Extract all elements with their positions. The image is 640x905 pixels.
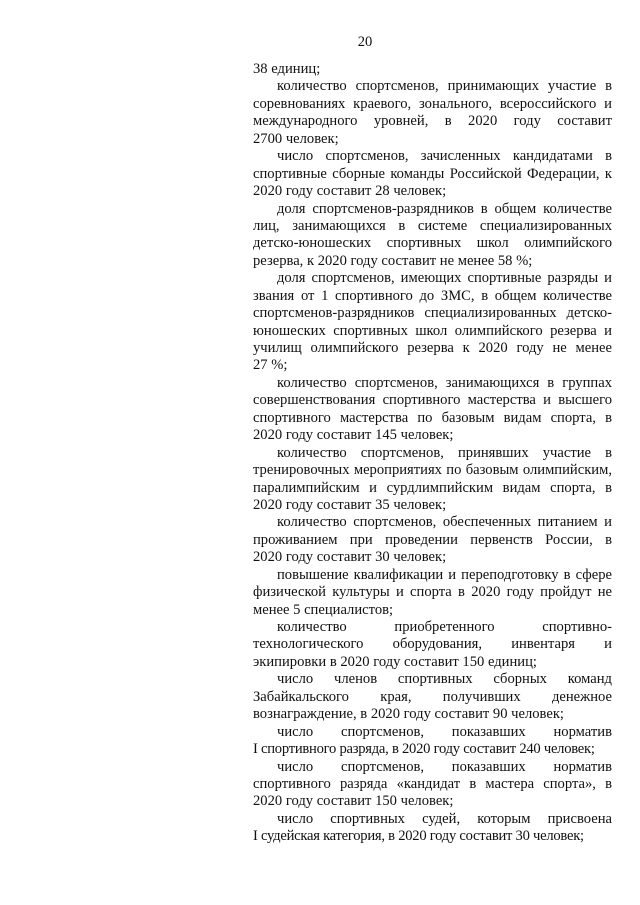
paragraph [253, 148, 612, 200]
text-line: спортивные сборные команды Российской Федерации, к [253, 165, 612, 182]
text-line: число спортсменов, зачисленных кандидатами в [277, 148, 612, 165]
paragraph [253, 724, 612, 759]
text-line: лиц, занимающихся в системе специализированных [253, 217, 612, 234]
paragraph [253, 671, 612, 723]
text-line: международного уровней, в 2020 году составит [253, 113, 612, 130]
paragraph [253, 201, 612, 271]
text-line: количество приобретенного спортивно- [277, 619, 612, 635]
paragraph [253, 811, 612, 846]
text-line: 2020 году составит 28 человек; [253, 183, 447, 200]
text-line: совершенствования спортивного мастерства и высшего [253, 392, 612, 409]
text-line: юношеских спортивных школ олимпийского резерва и [253, 322, 612, 339]
text-line: тренировочных мероприятиях по базовым олимпийским, [253, 462, 612, 479]
text-line: звания от 1 спортивного до ЗМС, в общем количестве [253, 287, 612, 304]
text-line: училищ олимпийского резерва к 2020 году не менее [253, 340, 612, 356]
text-line: спортивного разряда «кандидат в мастера спорта», в [253, 775, 612, 792]
text-line: спортивного мастерства по базовым видам спорта, в [253, 409, 612, 426]
text-line: резерва, к 2020 году составит не менее 58 %; [253, 252, 533, 269]
text-line: количество спортсменов, принимающих участие в [277, 78, 612, 95]
text-line: паралимпийским и сурдлимпийским видам спорта, в [253, 479, 612, 496]
text-line: доля спортсменов, имеющих спортивные разряды и [277, 270, 612, 287]
text-line: 2700 человек; [253, 130, 339, 147]
paragraph [253, 619, 612, 671]
text-line: число спортсменов, показавших норматив [277, 723, 612, 740]
text-line: 2020 году составит 35 человек; [253, 496, 447, 513]
text-line: 2020 году составит 145 человек; [253, 427, 454, 444]
text-line: 2020 году составит 30 человек; [253, 549, 447, 566]
text-line: число спортивных судей, которым присвоена [277, 810, 612, 827]
text-line: I судейская категория, в 2020 году составит 30 человек; [253, 828, 584, 845]
text-line: количество спортсменов, принявших участие в [277, 444, 612, 461]
text-line: спортсменов-разрядников специализированных детско- [253, 305, 612, 322]
paragraph [253, 514, 612, 566]
text-line: число спортсменов, показавших норматив [277, 758, 612, 775]
paragraph [253, 445, 612, 515]
text-line: физической культуры и спорта в 2020 году пройдут не [253, 584, 612, 601]
text-line: доля спортсменов-разрядников в общем количестве [277, 200, 612, 217]
text-line: соревнованиях краевого, зонального, всероссийского и [253, 95, 612, 112]
document-body [253, 61, 612, 846]
text-line: I спортивного разряда, в 2020 году составит 240 человек; [253, 741, 595, 758]
page-number: 20 [357, 34, 373, 50]
paragraph [253, 78, 612, 148]
paragraph [253, 270, 612, 375]
text-line: Забайкальского края, получивших денежное [253, 688, 612, 705]
text-line: количество спортсменов, обеспеченных питанием и [277, 514, 612, 531]
paragraph [253, 759, 612, 811]
paragraph [253, 61, 612, 78]
text-line: проживанием при проведении первенств России, в [253, 531, 612, 548]
text-line: количество спортсменов, занимающихся в группах [277, 374, 612, 391]
text-line: число членов спортивных сборных команд [277, 671, 612, 688]
text-line: экипировки в 2020 году составит 150 единиц; [253, 653, 537, 670]
paragraph [253, 375, 612, 445]
text-line: менее 5 специалистов; [253, 601, 394, 618]
text-line: детско-юношеских спортивных школ олимпийского [253, 235, 612, 252]
text-line: технологического оборудования, инвентаря и [253, 636, 612, 653]
text-line: 27 %; [253, 357, 288, 374]
text-line: 2020 году составит 150 человек; [253, 793, 454, 810]
paragraph [253, 567, 612, 619]
text-line: вознаграждение, в 2020 году составит 90 человек; [253, 706, 564, 723]
text-line: повышение квалификации и переподготовку в сфере [277, 566, 612, 583]
text-line: 38 единиц; [253, 61, 321, 77]
